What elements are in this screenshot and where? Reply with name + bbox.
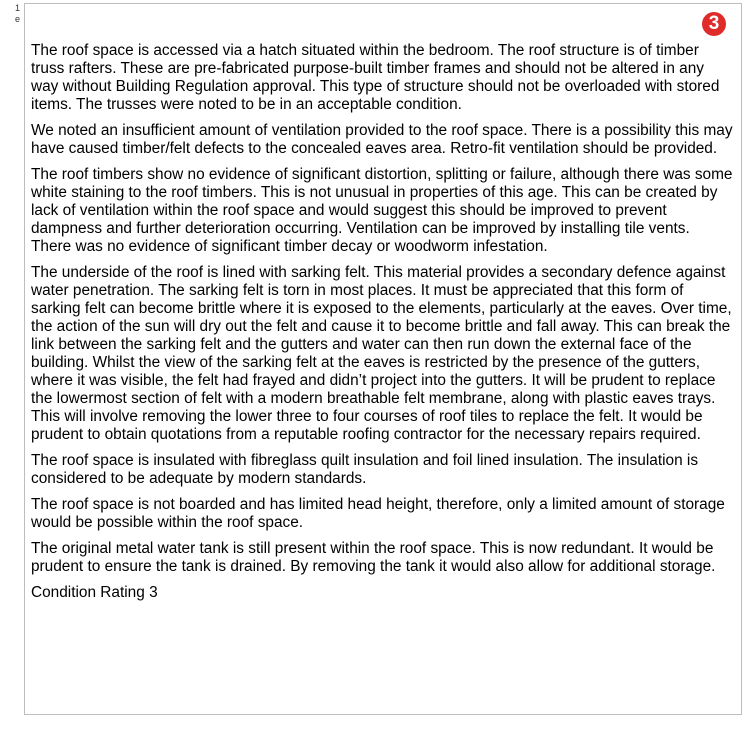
paragraph-roof-timbers: The roof timbers show no evidence of significant distortion, splitting or failure, although there was some white staining to the roof timbers. This is not unusual in properties of this age. This can be created by lack of ventilation within the roof space and would suggest this should be improved to prevent dampness and further deterioration occurring. Ventilation can be improved by installing tile vents. There was no evidence of significant timber decay or woodworm infestation. [31,166,733,255]
section-reference-line-1: 1 [14,3,20,13]
condition-rating-badge: 3 [702,12,726,36]
paragraph-water-tank: The original metal water tank is still present within the roof space. This is now redundant. It would be prudent to ensure the tank is drained. By removing the tank it would also allow for additional storage. [31,540,716,575]
condition-rating-text: Condition Rating 3 [31,584,158,601]
section-reference-line-2: e [14,14,20,24]
report-body [31,42,733,610]
paragraph-storage: The roof space is not boarded and has limited head height, therefore, only a limited amount of storage would be possible within the roof space. [31,496,725,531]
paragraph-insulation: The roof space is insulated with fibreglass quilt insulation and foil lined insulation. The insulation is considered to be adequate by modern standards. [31,452,699,487]
paragraph-ventilation: We noted an insufficient amount of ventilation provided to the roof space. There is a possibility this may have caused timber/felt defects to the concealed eaves area. Retro-fit ventilation should be provided. [31,122,733,157]
paragraph-roof-access: The roof space is accessed via a hatch situated within the bedroom. The roof structure is of timber truss rafters. These are pre-fabricated purpose-built timber frames and should not be altered in any way without Building Regulation approval. This type of structure should not be overloaded with stored items. The trusses were noted to be in an acceptable condition. [31,42,720,113]
paragraph-sarking-felt: The underside of the roof is lined with sarking felt. This material provides a secondary defence against water penetration. The sarking felt is torn in most places. It must be appreciated that this form of sarking felt can become brittle where it is exposed to the elements, particularly at the eaves. Over time, the action of the sun will dry out the felt and cause it to become brittle and fall away. This can break the link between the sarking felt and the gutters and water can then run down the external face of the building. Whilst the view of the sarking felt at the eaves is restricted by the presence of the gutters, where it was visible, the felt had frayed and didn’t project into the gutters. It will be prudent to replace the lowermost section of felt with a modern breathable felt membrane, along with plastic eaves trays. This will involve removing the lower three to four courses of roof tiles to replace the felt. It would be prudent to obtain quotations from a reputable roofing contractor for the necessary repairs required. [31,264,732,443]
section-reference [0,3,20,25]
report-section-panel [24,3,742,715]
